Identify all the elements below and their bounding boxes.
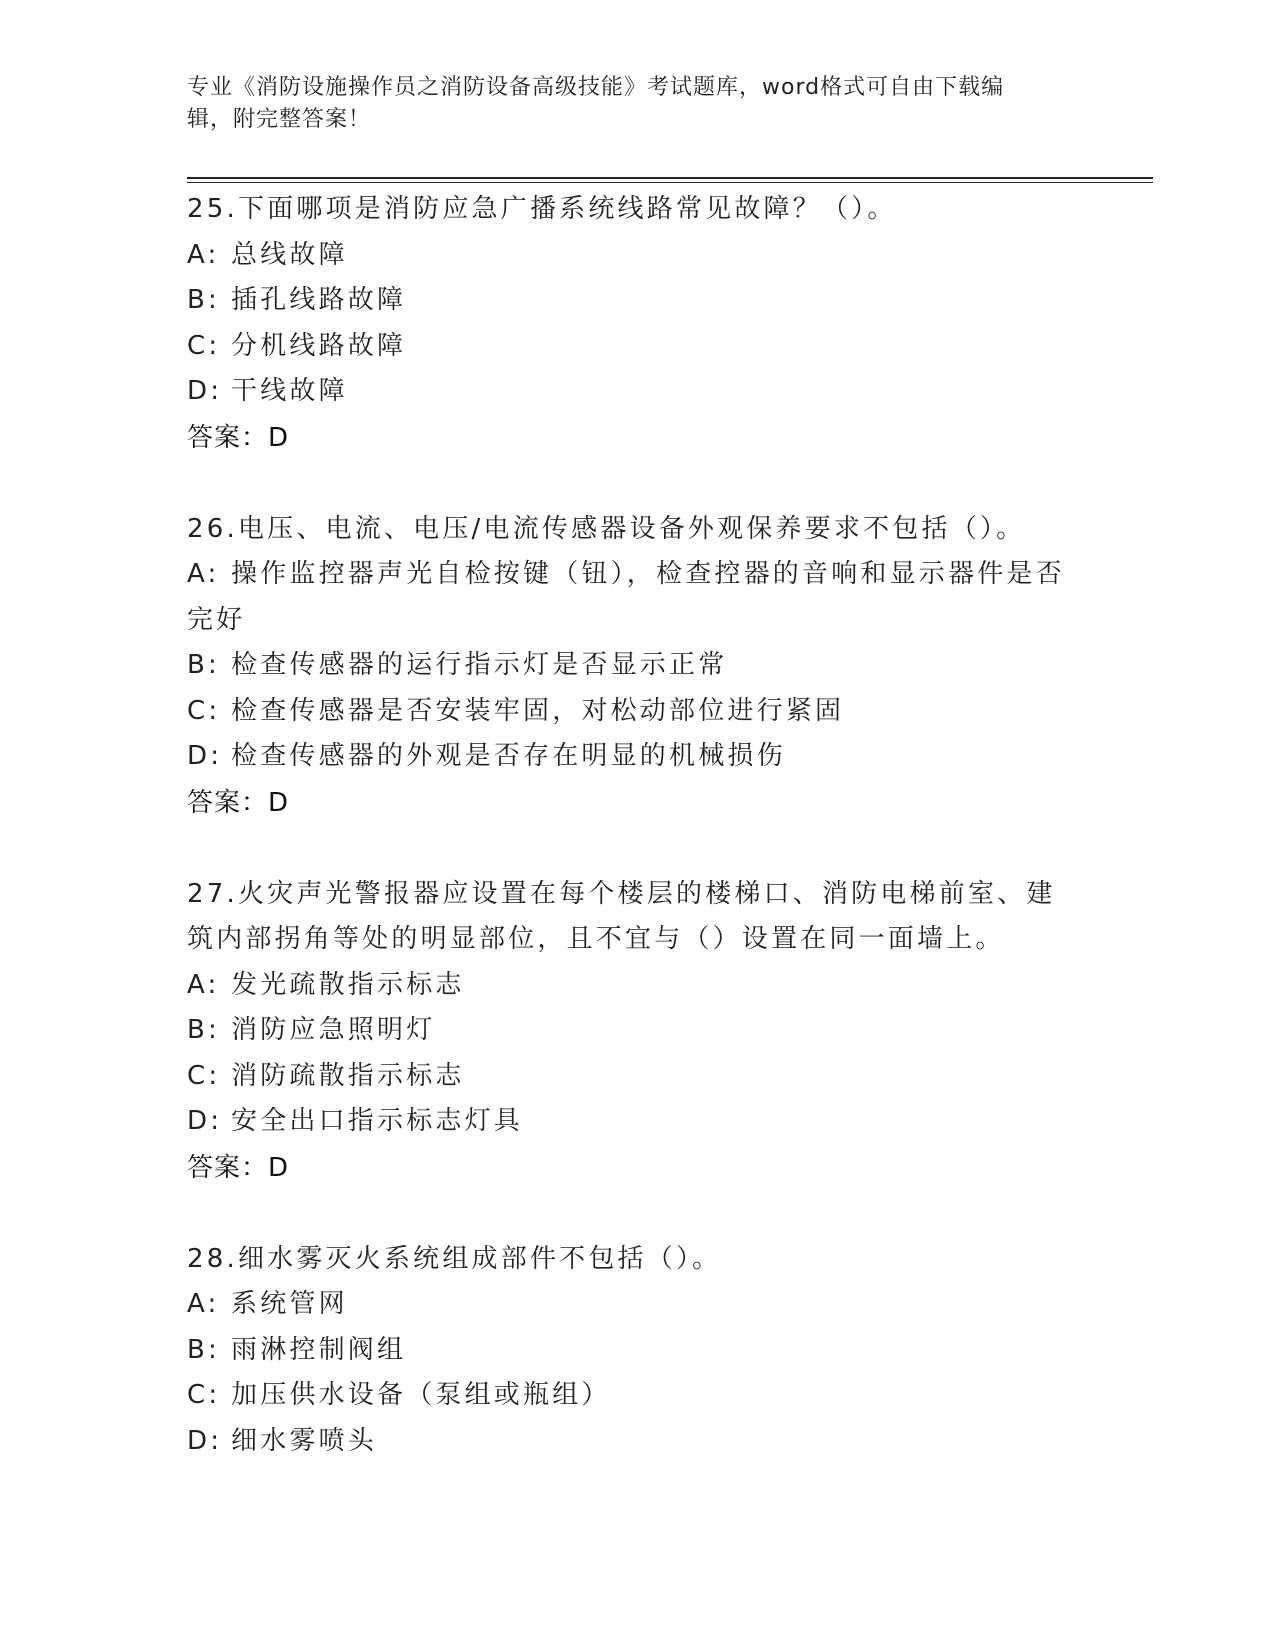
option-text: 操作监控器声光自检按键（钮），检查控器的音响和显示器件是否完好 [187, 559, 1065, 635]
option-a [187, 233, 1087, 279]
option-label: D: [187, 376, 223, 406]
option-text: 总线故障 [231, 239, 348, 270]
option-label: D: [187, 741, 223, 771]
option-d [187, 1419, 1087, 1465]
option-text: 安全出口指示标志灯具 [231, 1106, 524, 1136]
option-label: B: [187, 650, 220, 680]
option-label: C: [187, 695, 221, 726]
option-a [187, 1282, 1087, 1328]
option-label: B: [187, 1334, 220, 1365]
option-text: 干线故障 [231, 376, 348, 406]
option-text: 消防应急照明灯 [231, 1015, 436, 1045]
option-text: 雨淋控制阀组 [231, 1334, 407, 1365]
option-c [187, 1054, 1087, 1100]
option-label: C: [187, 1060, 221, 1091]
option-label: A: [187, 969, 220, 1000]
option-text: 插孔线路故障 [231, 285, 407, 315]
question-27 [187, 872, 1087, 1191]
question-list [187, 187, 1087, 1510]
option-text: 加压供水设备（泵组或瓶组） [231, 1380, 611, 1410]
header-rule-thick [187, 177, 1153, 179]
question-stem: 26.电压、电流、电压/电流传感器设备外观保养要求不包括（）。 [187, 513, 1026, 544]
option-text: 系统管网 [231, 1289, 348, 1319]
option-text: 发光疏散指示标志 [231, 969, 465, 1000]
option-d [187, 734, 1087, 780]
question-stem: 25.下面哪项是消防应急广播系统线路常见故障？（）。 [187, 194, 897, 224]
option-b [187, 643, 1087, 689]
option-d [187, 369, 1087, 415]
answer-line: 答案：D [187, 787, 290, 818]
question-26 [187, 507, 1087, 826]
option-text: 细水雾喷头 [231, 1425, 378, 1456]
option-label: A: [187, 559, 220, 589]
option-b [187, 278, 1087, 324]
question-25 [187, 187, 1087, 461]
option-c [187, 324, 1087, 370]
question-stem: 27.火灾声光警报器应设置在每个楼层的楼梯口、消防电梯前室、建筑内部拐角等处的明显部位，且不宜与（）设置在同一面墙上。 [187, 878, 1056, 954]
header-line-1: 专业《消防设施操作员之消防设备高级技能》考试题库，word格式可自由下载编 [187, 75, 1005, 100]
option-a [187, 963, 1087, 1009]
question-stem: 28.细水雾灭火系统组成部件不包括（）。 [187, 1243, 722, 1274]
option-text: 检查传感器的外观是否存在明显的机械损伤 [231, 741, 786, 771]
option-b [187, 1008, 1087, 1054]
option-label: C: [187, 330, 221, 361]
option-label: D: [187, 1106, 223, 1136]
header-rule-thin [187, 182, 1153, 183]
answer-line: 答案：D [187, 1152, 290, 1183]
option-label: B: [187, 285, 220, 315]
option-c [187, 1373, 1087, 1419]
option-label: A: [187, 239, 220, 270]
option-b [187, 1328, 1087, 1374]
option-label: C: [187, 1380, 221, 1410]
header-line-2: 辑，附完整答案！ [187, 107, 372, 132]
answer-line: 答案：D [187, 422, 290, 453]
option-text: 检查传感器的运行指示灯是否显示正常 [231, 650, 728, 680]
option-a [187, 552, 1067, 643]
document-header [187, 72, 1067, 136]
option-label: A: [187, 1289, 220, 1319]
option-d [187, 1099, 1087, 1145]
option-label: B: [187, 1015, 220, 1045]
question-28 [187, 1237, 1087, 1465]
option-c [187, 689, 1087, 735]
option-text: 消防疏散指示标志 [231, 1060, 465, 1091]
option-text: 检查传感器是否安装牢固，对松动部位进行紧固 [231, 695, 845, 726]
option-text: 分机线路故障 [231, 330, 407, 361]
option-label: D: [187, 1425, 223, 1456]
